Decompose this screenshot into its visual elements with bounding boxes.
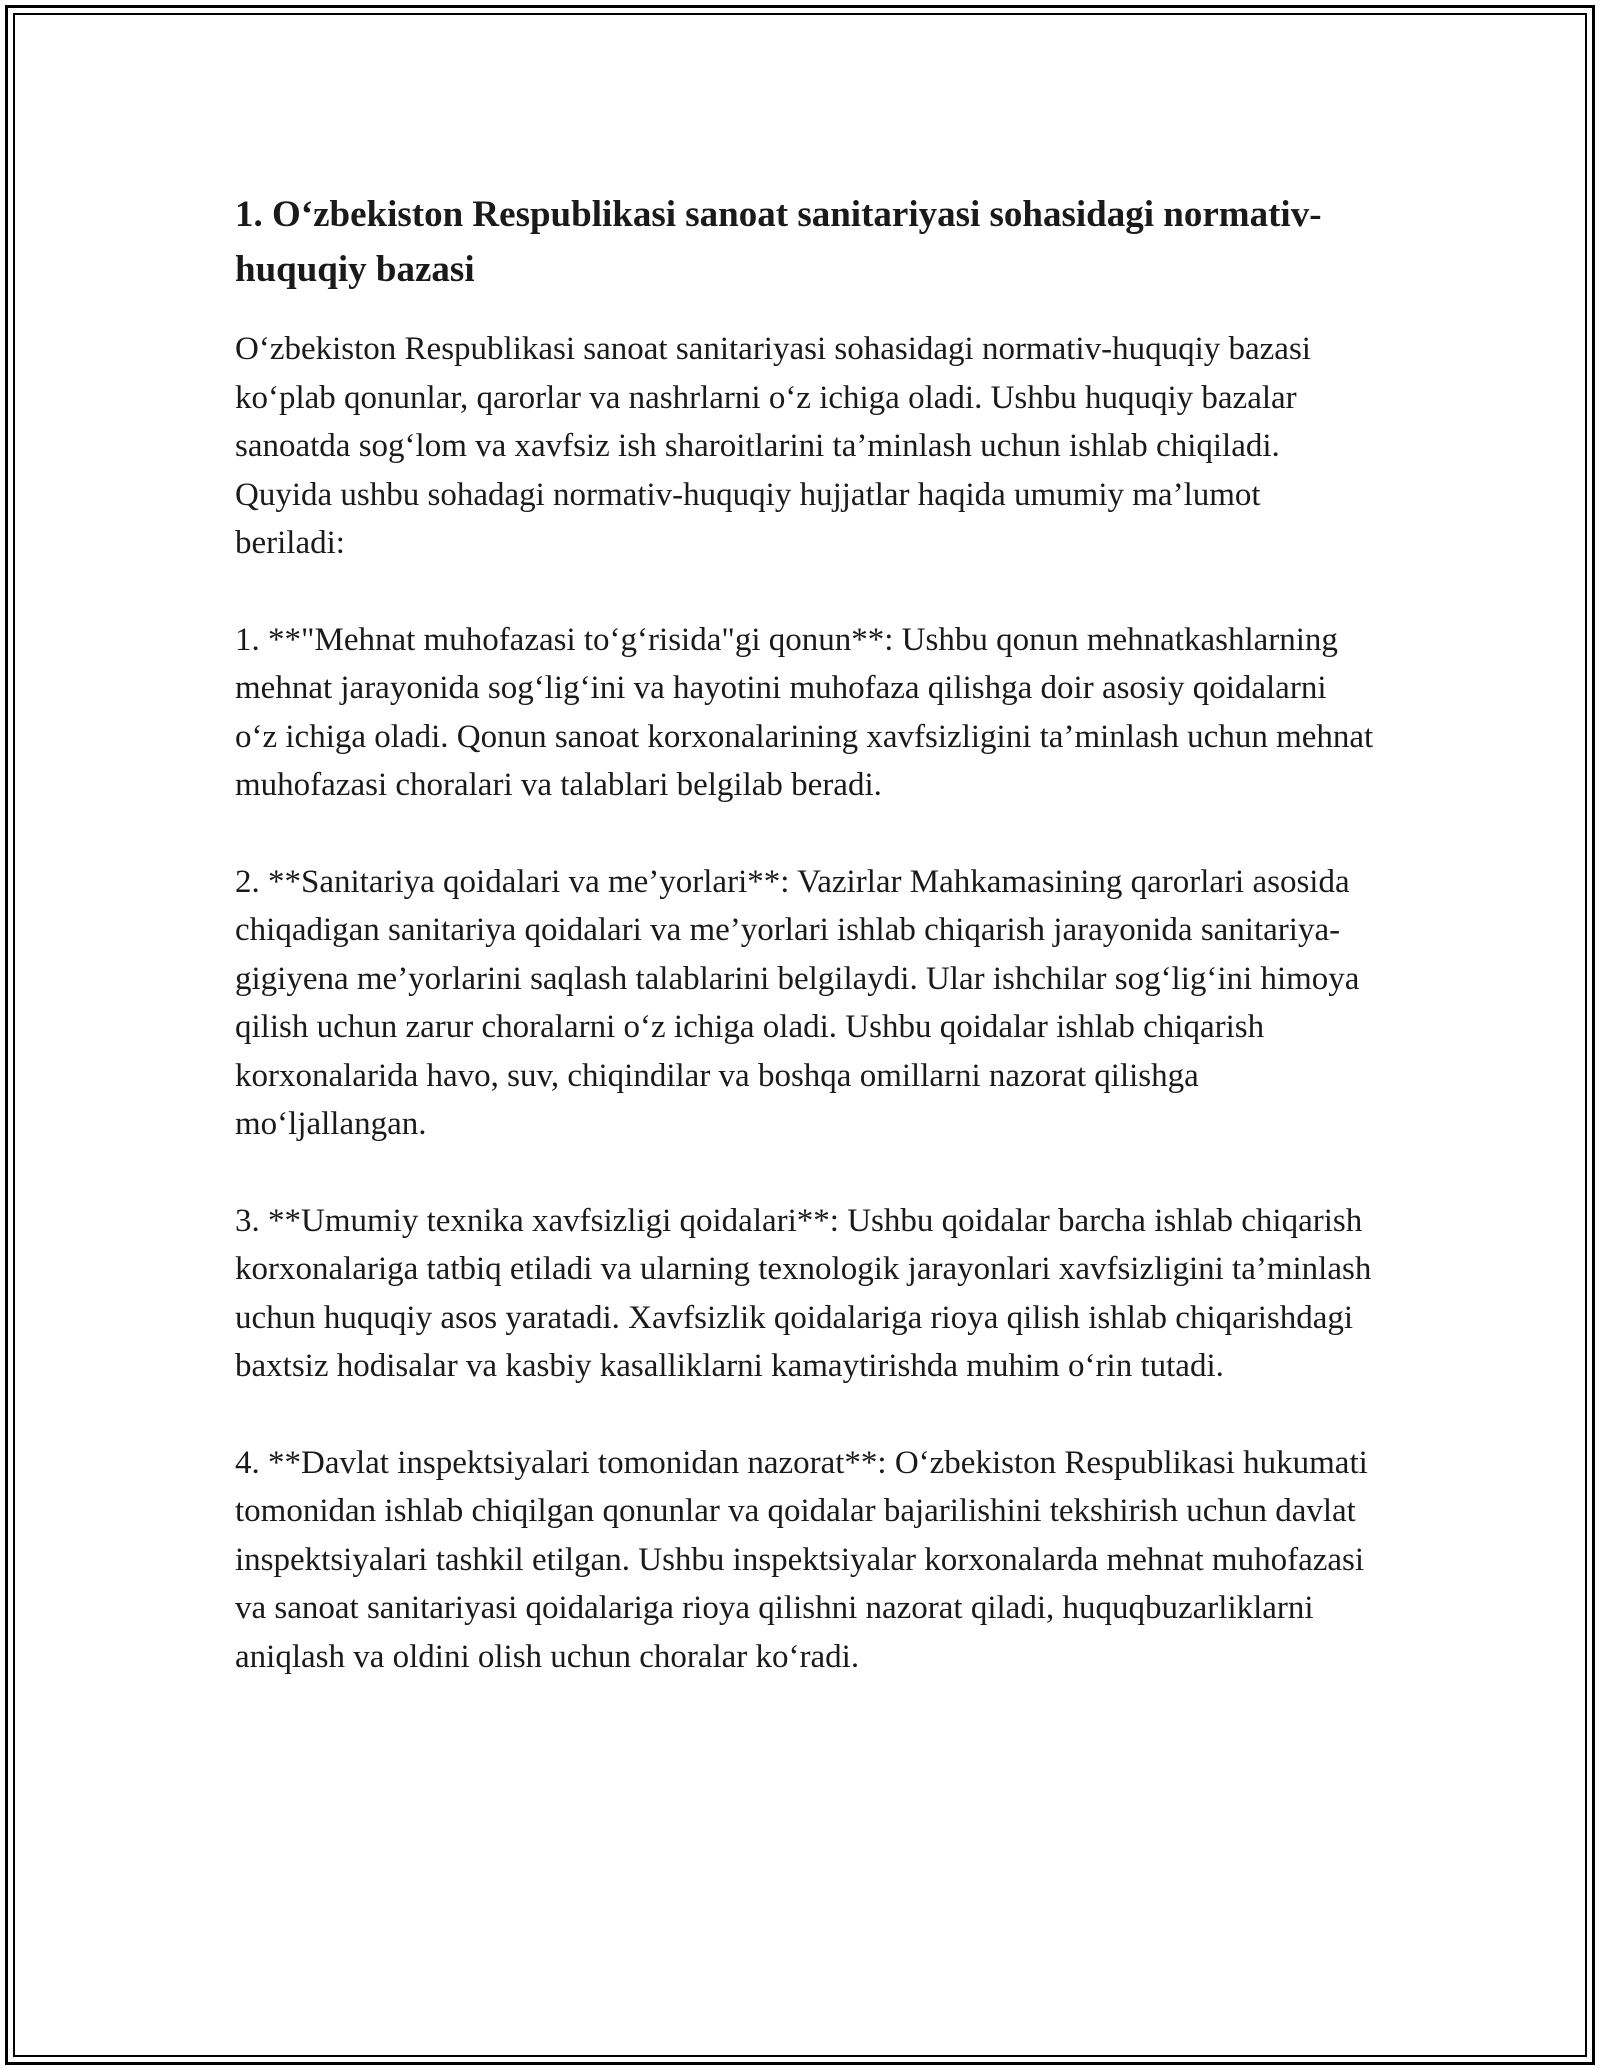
- list-item-2: 2. **Sanitariya qoidalari va me’yorlari**: Vazirlar Mahkamasining qarorlari asosida chiqadigan sanitariya qoidalari va me’yorlari ishlab chiqarish jarayonida sanitariya-gigiyena me’yorlarini saqlash talablarini belgilaydi. Ular ishchilar sog‘lig‘ini himoya qilish uchun zarur choralarni o‘z ichiga oladi. Ushbu qoidalar ishlab chiqarish korxonalarida havo, suv, chiqindilar va boshqa omillarni nazorat qilishga mo‘ljallangan.: [235, 863, 1360, 1142]
- list-item-3: 3. **Umumiy texnika xavfsizligi qoidalari**: Ushbu qoidalar barcha ishlab chiqarish korxonalariga tatbiq etiladi va ularning texnologik jarayonlari xavfsizligini ta’minlash uchun huquqiy asos yaratadi. Xavfsizlik qoidalariga rioya qilish ishlab chiqarishdagi baxtsiz hodisalar va kasbiy kasalliklarni kamaytirishda muhim o‘rin tutadi.: [235, 1202, 1372, 1384]
- document-body: [235, 187, 1375, 1681]
- intro-paragraph: O‘zbekiston Respublikasi sanoat sanitariyasi sohasidagi normativ-huquqiy bazasi ko‘plab qonunlar, qarorlar va nashrlarni o‘z ichiga oladi. Ushbu huquqiy bazalar sanoatda sog‘lom va xavfsiz ish sharoitlarini ta’minlash uchun ishlab chiqiladi. Quyida ushbu sohadagi normativ-huquqiy hujjatlar haqida umumiy ma’lumot beriladi:: [235, 331, 1311, 561]
- list-item-1: 1. **"Mehnat muhofazasi to‘g‘risida"gi qonun**: Ushbu qonun mehnatkashlarning mehnat jarayonida sog‘lig‘ini va hayotini muhofaza qilishga doir asosiy qoidalarni o‘z ichiga oladi. Qonun sanoat korxonalarining xavfsizligini ta’minlash uchun mehnat muhofazasi choralari va talablari belgilab beradi.: [235, 621, 1374, 803]
- list-item-4: 4. **Davlat inspektsiyalari tomonidan nazorat**: O‘zbekiston Respublikasi hukumati tomonidan ishlab chiqilgan qonunlar va qoidalar bajarilishini tekshirish uchun davlat inspektsiyalari tashkil etilgan. Ushbu inspektsiyalar korxonalarda mehnat muhofazasi va sanoat sanitariyasi qoidalariga rioya qilishni nazorat qiladi, huquqbuzarliklarni aniqlash va oldini olish uchun choralar ko‘radi.: [235, 1444, 1368, 1675]
- section-heading: 1. O‘zbekiston Respublikasi sanoat sanitariyasi sohasidagi normativ-huquqiy bazasi: [235, 194, 1322, 290]
